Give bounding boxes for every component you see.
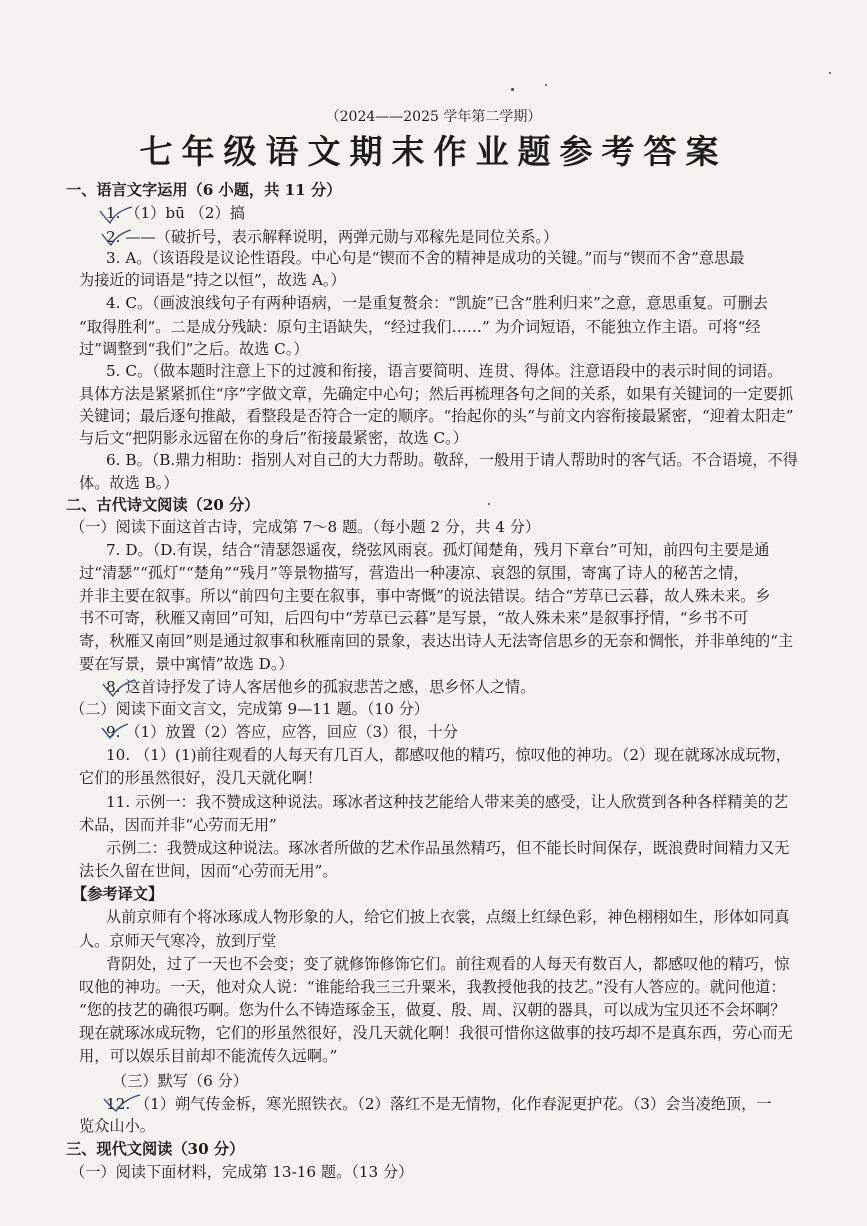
answer-line: 具体方法是紧紧抓住“序”字做文章，先确定中心句；然后再梳理各句之间的关系，如果有关键词的一定要抓 bbox=[79, 385, 794, 403]
answer-line: 7. D。（D.有误，结合“清瑟怨遥夜，绕弦风雨哀。孤灯闻楚角，残月下章台”可知，前四句主要是通 bbox=[106, 541, 770, 559]
check-mark-icon bbox=[103, 680, 135, 696]
answer-line: 5. C。（做本题时注意上下的过渡和衔接，语言要简明、连贯、得体。注意语段中的表示时间的词语。 bbox=[106, 362, 783, 380]
answer-line: 要在写景，景中寓情”故选 D。） bbox=[79, 655, 294, 673]
term-subtitle: （2024——2025 学年第二学期） bbox=[325, 109, 542, 125]
section-heading: 一、语言文字运用（6 小题，共 11 分） bbox=[66, 181, 342, 199]
subsection-heading: （三）默写（6 分） bbox=[112, 1072, 248, 1090]
translation-heading: 【参考译文】 bbox=[72, 885, 164, 903]
translation-line: 背阴处，过了一天也不会变；变了就修饰修饰它们。前往观看的人每天有数百人，都感叹他的精巧，惊 bbox=[106, 955, 790, 973]
answer-line: “取得胜利”。二是成分残缺：原句主语缺失，“经过我们……” 为介词短语，不能独立作主语。可将“经 bbox=[79, 318, 761, 336]
check-mark-icon bbox=[102, 724, 128, 738]
answer-line: 过“清瑟”“孤灯”“楚角”“残月”等景物描写，营造出一种凄凉、哀怨的氛围，寄寓了诗人的秘苦之情， bbox=[79, 564, 749, 582]
answer-line: 过”调整到“我们”之后。故选 C。） bbox=[79, 340, 309, 358]
answer-line: 与后文“把阴影永远留在你的身后”衔接最紧密，故选 C。） bbox=[79, 429, 468, 447]
answer-line: 6. B。（B.鼎力相助：指别人对自己的大力帮助。敬辞，一般用于请人帮助时的客气话。不合语境，不得 bbox=[106, 451, 798, 469]
answer-line: 11. 示例一：我不赞成这种说法。琢冰者这种技艺能给人带来美的感受，让人欣赏到各种各样精美的艺 bbox=[106, 793, 789, 811]
section-heading: 二、古代诗文阅读（20 分） bbox=[66, 496, 260, 514]
subsection-heading: （一）阅读下面材料，完成第 13-16 题。（13 分） bbox=[70, 1163, 414, 1181]
answer-line: 关键词；最后逐句推敲，看整段是否符合一定的顺序。“抬起你的头”与前文内容衔接最紧密，“迎着太阳走” bbox=[79, 407, 794, 425]
answer-line: 法长久留在世间，因而“心劳而无用”。 bbox=[79, 862, 338, 880]
answer-line: 体。故选 B。） bbox=[79, 474, 179, 492]
answer-line: 1. （1）bū （2）搞 bbox=[106, 204, 245, 222]
answer-line: 3. A。（该语段是议论性语段。中心句是“锲而不舍的精神是成功的关键。”而与“锲而不舍”意思最 bbox=[106, 249, 745, 267]
answer-line: 示例二：我赞成这种说法。琢冰者所做的艺术作品虽然精巧，但不能长时间保存，既浪费时间精力又无 bbox=[106, 839, 790, 857]
answer-line: 8. 这首诗抒发了诗人客居他乡的孤寂悲苦之感，思乡怀人之情。 bbox=[106, 678, 536, 696]
page-title: 七年级语文期末作业题参考答案 bbox=[139, 132, 728, 171]
answer-line: 12. （1）朔气传金柝，寒光照铁衣。（2）落红不是无情物，化作春泥更护花。（3）会当凌绝顶，一 bbox=[106, 1095, 772, 1113]
scan-speck bbox=[511, 88, 514, 91]
answer-line: 览众山小。 bbox=[79, 1117, 155, 1135]
answer-line: 2. ——（破折号，表示解释说明，两弹元勋与邓稼先是同位关系。） bbox=[106, 228, 559, 246]
answer-line: 它们的形虽然很好，没几天就化啊！ bbox=[79, 769, 322, 787]
scan-speck bbox=[829, 72, 831, 74]
check-mark-icon bbox=[104, 1095, 140, 1111]
translation-line: 用，可以娱乐目前却不能流传久远啊。” bbox=[79, 1047, 338, 1065]
answer-line: 术品，因而并非“心劳而无用” bbox=[79, 816, 277, 834]
translation-line: 现在就琢冰成玩物，它们的形虽然很好，没几天就化啊！我很可惜你这做事的技巧却不是真东西，劳心而无 bbox=[79, 1024, 793, 1042]
subsection-heading: （一）阅读下面这首古诗，完成第 7～8 题。（每小题 2 分，共 4 分） bbox=[70, 518, 541, 536]
check-mark-icon bbox=[100, 207, 132, 223]
translation-line: 人。京师天气寒冷，放到厅堂 bbox=[79, 932, 277, 950]
check-mark-icon bbox=[102, 230, 131, 245]
answer-line: 为接近的词语是“持之以恒”，故选 A。） bbox=[79, 271, 346, 289]
answer-line: 并非主要在叙事。所以“前四句主要在叙事，事中寄慨”的说法错误。结合“芳草已云暮，故人殊未来。乡 bbox=[79, 587, 771, 605]
answer-line: 10. （1）(1)前往观看的人每天有几百人，都感叹他的精巧，惊叹他的神功。（2）现在就琢冰成玩物， bbox=[106, 746, 791, 764]
translation-line: 叹他的神功。一天，他对众人说：“谁能给我三三升粟米，我教授他我的技艺。”没有人答应的。就问他道： bbox=[79, 978, 786, 996]
translation-line: “您的技艺的确很巧啊。您为什么不铸造琢金玉，做夏、殷、周、汉朝的器具，可以成为宝贝还不会坏啊？ bbox=[79, 1001, 786, 1019]
scan-speck bbox=[545, 84, 547, 86]
scan-speck bbox=[488, 503, 490, 505]
section-heading: 三、现代文阅读（30 分） bbox=[66, 1140, 245, 1158]
answer-line: 书不可寄，秋雁又南回”可知，后四句中“芳草已云暮”是写景，“故人殊未来”是叙事抒情，“乡书不可 bbox=[79, 609, 749, 627]
answer-line: 9. （1）放置（2）答应，应答，回应（3）很，十分 bbox=[106, 723, 459, 741]
answer-line: 寄，秋雁又南回”则是通过叙事和秋雁南回的景象，表达出诗人无法寄信思乡的无奈和惆怅，并非单纯的“主 bbox=[79, 632, 794, 650]
subsection-heading: （二）阅读下面文言文，完成第 9—11 题。（10 分） bbox=[70, 700, 429, 718]
answer-line: 4. C。（画波浪线句子有两种语病，一是重复赘余：“凯旋”已含“胜利归来”之意，意思重复。可删去 bbox=[106, 294, 768, 312]
translation-line: 从前京师有个将冰琢成人物形象的人，给它们披上衣裳，点缀上红绿色彩，神色栩栩如生，形体如同真 bbox=[106, 908, 790, 926]
